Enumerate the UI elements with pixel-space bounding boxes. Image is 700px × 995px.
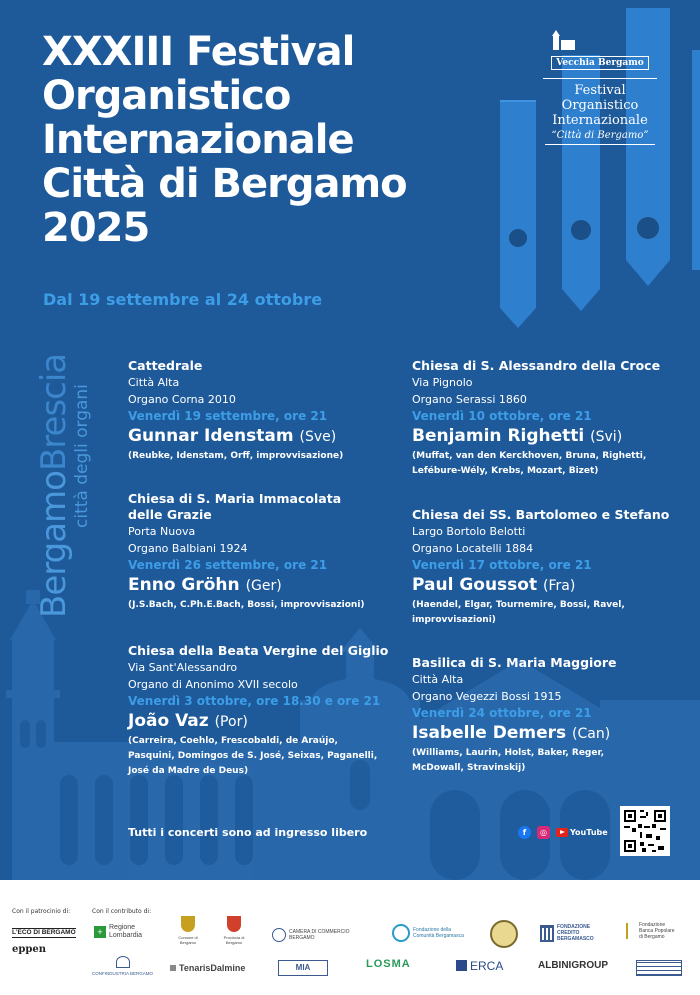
title-line: XXXIII Festival	[42, 29, 355, 75]
concert-place: Via Sant'Alessandro	[128, 661, 238, 674]
festival-dates: Dal 19 settembre al 24 ottobre	[43, 290, 323, 309]
contribution-label: Con il contributo di:	[92, 908, 152, 915]
title-line: Organistico	[42, 73, 291, 119]
concert-church: Chiesa dei SS. Bartolomeo e Stefano	[412, 507, 670, 522]
brand-subtitle: città degli organi	[72, 384, 92, 528]
sponsor-erca	[456, 960, 503, 971]
concert-date: Venerdì 26 settembre, ore 21	[128, 558, 328, 572]
misc-sponsor-icon	[636, 960, 682, 976]
title-line: Città di Bergamo	[42, 161, 407, 207]
logo-divider	[543, 78, 657, 79]
artist-name: Paul Goussot	[412, 575, 538, 595]
concert-church: delle Grazie	[128, 507, 212, 522]
title-year: 2025	[42, 205, 150, 251]
facebook-icon[interactable]: f	[518, 826, 531, 839]
sponsor-name: eppen	[12, 944, 46, 955]
logo-tag: Vecchia Bergamo	[551, 56, 649, 70]
concert-date: Venerdì 17 ottobre, ore 21	[412, 558, 592, 572]
concert-place: Porta Nuova	[128, 525, 196, 538]
concert-date: Venerdì 19 settembre, ore 21	[128, 409, 328, 423]
concert-program: Lefébure-Wély, Krebs, Mozart, Bizet)	[412, 466, 599, 476]
fondazione-comunita-icon	[392, 924, 410, 942]
concert-organ: Organo di Anonimo XVII secolo	[128, 678, 298, 691]
youtube-icon	[556, 828, 568, 837]
artist-name: Gunnar Idenstam	[128, 426, 294, 446]
sponsor-tenaris	[170, 964, 245, 972]
sponsor-fondazione-bpb	[626, 922, 675, 940]
concert-place: Largo Bortolo Belotti	[412, 525, 526, 538]
logo-text: Internazionale	[552, 113, 648, 128]
sponsor-name: CREDITO	[557, 930, 580, 936]
concert-place: Via Pignolo	[412, 376, 473, 389]
confindustria-icon	[116, 956, 130, 968]
sponsor-name: BERGAMASCO	[557, 936, 594, 942]
concert-entry	[412, 358, 660, 478]
artist-name: Enno Gröhn	[128, 575, 240, 595]
sponsor-losma	[366, 960, 411, 968]
brand-brescia: Brescia	[34, 353, 74, 472]
artist-nationality: (Ger)	[245, 578, 282, 594]
sponsor-regione-lombardia	[94, 924, 142, 940]
qr-code-image	[622, 808, 668, 854]
sponsor-fondazione-comunita	[392, 924, 464, 942]
concert-church: Basilica di S. Maria Maggiore	[412, 655, 617, 670]
logo-text: Festival Organistico	[561, 83, 639, 113]
sponsor-confindustria	[92, 956, 153, 976]
concert-artist	[128, 425, 343, 448]
sponsor-name: FONDAZIONE	[557, 924, 591, 930]
artist-name: Isabelle Demers	[412, 723, 567, 743]
bpb-icon	[626, 923, 636, 939]
concert-place: Città Alta	[128, 376, 180, 389]
sponsor-name: Comunità Bergamasca	[413, 933, 464, 939]
concert-program: José da Madre de Deus)	[128, 766, 249, 776]
festival-logo	[535, 30, 665, 145]
artist-nationality: (Svi)	[590, 429, 623, 445]
sponsor-misc	[636, 960, 682, 976]
sponsor-name: Fondazione della	[413, 927, 452, 933]
sponsor-name: Regione	[109, 924, 136, 931]
concert-date: Venerdì 3 ottobre, ore 18.30 e ore 21	[128, 694, 381, 708]
logo-text: “Città di Bergamo”	[551, 130, 649, 141]
artist-name: João Vaz	[128, 711, 209, 731]
sponsor-name: TenarisDalmine	[179, 963, 246, 973]
sponsor-name: Fondazione	[639, 922, 666, 928]
concert-entry	[128, 643, 388, 778]
youtube-link[interactable]	[556, 828, 608, 837]
province-crest-icon	[227, 916, 241, 932]
concert-program: (J.S.Bach, C.Ph.E.Bach, Bossi, improvvisazioni)	[128, 600, 365, 610]
logo-divider	[545, 144, 655, 145]
concert-entry	[128, 491, 365, 612]
artist-nationality: (Por)	[214, 714, 248, 730]
sponsor-name: Comune di Bergamo	[178, 935, 198, 945]
patronage-label: Con il patrocinio di:	[12, 908, 71, 915]
concert-program: (Reubke, Idenstam, Orff, improvvisazione)	[128, 451, 344, 461]
concert-organ: Organo Serassi 1860	[412, 393, 527, 406]
social-links	[518, 824, 608, 840]
concert-artist	[412, 574, 669, 597]
camera-commercio-icon	[272, 928, 286, 942]
sponsor-name: LOSMA	[366, 958, 411, 970]
concert-place: Città Alta	[412, 673, 464, 686]
city-crest-icon	[181, 916, 195, 932]
erca-icon	[456, 960, 467, 971]
concert-date: Venerdì 10 ottobre, ore 21	[412, 409, 592, 423]
concert-church: Chiesa della Beata Vergine del Giglio	[128, 643, 389, 658]
sponsor-provincia-bergamo	[216, 916, 252, 945]
concert-church: Chiesa di S. Maria Immacolata	[128, 491, 342, 506]
concert-program: Pasquini, Domingos de S. José, Seixas, Paganelli,	[128, 751, 378, 761]
artist-nationality: (Can)	[572, 726, 611, 742]
bank-building-icon	[540, 925, 554, 942]
concert-church: Chiesa di S. Alessandro della Croce	[412, 358, 661, 373]
qr-code[interactable]	[620, 806, 670, 856]
sponsor-name: Provincia di Bergamo	[223, 935, 245, 945]
seal-icon	[490, 920, 518, 948]
concert-church: Cattedrale	[128, 358, 203, 373]
artist-nationality: (Fra)	[543, 578, 576, 594]
title-line: Internazionale	[42, 117, 354, 163]
concert-entry	[412, 655, 617, 775]
sponsor-name: Banca Popolare	[639, 928, 675, 934]
sponsor-eco-di-bergamo	[12, 928, 76, 938]
concert-program: (Carreira, Coehlo, Frescobaldi, de Araújo,	[128, 736, 338, 746]
lombardia-icon: +	[94, 926, 106, 938]
sponsor-name: ERCA	[470, 958, 504, 973]
sponsor-name: di Bergamo	[639, 934, 665, 940]
sponsor-albini	[538, 962, 608, 970]
concert-organ: Organo Vegezzi Bossi 1915	[412, 690, 562, 703]
concert-entry	[128, 358, 343, 463]
free-entry-note: Tutti i concerti sono ad ingresso libero	[128, 826, 368, 839]
castle-icon	[549, 30, 579, 50]
sponsor-camera-commercio	[272, 928, 362, 942]
youtube-label: YouTube	[570, 827, 608, 837]
concert-artist	[412, 425, 660, 448]
sponsor-name: L'ECO DI BERGAMO	[12, 929, 76, 936]
concert-program: (Haendel, Elgar, Tournemire, Bossi, Ravel,	[412, 600, 625, 610]
bergamo-brescia-brand	[34, 353, 92, 618]
concert-program: improvvisazioni)	[412, 615, 496, 625]
brand-bergamo: Bergamo	[34, 471, 74, 618]
sponsor-comune-bergamo	[170, 916, 206, 945]
concert-organ: Organo Balbiani 1924	[128, 542, 248, 555]
sponsor-name: MIA	[295, 963, 311, 972]
concert-artist	[128, 710, 388, 733]
concert-organ: Organo Locatelli 1884	[412, 542, 534, 555]
sponsor-fondazione-credito-bergamasco	[540, 924, 594, 942]
festival-title	[42, 30, 482, 250]
artist-nationality: (Sve)	[299, 429, 337, 445]
concert-program: (Williams, Laurin, Holst, Baker, Reger,	[412, 748, 605, 758]
concert-entry	[412, 507, 669, 627]
sponsor-name: CAMERA DI COMMERCIO BERGAMO	[289, 929, 350, 941]
concert-date: Venerdì 24 ottobre, ore 21	[412, 706, 592, 720]
tenaris-icon	[170, 965, 176, 971]
sponsor-name: ALBINIGROUP	[538, 960, 608, 971]
sponsor-mia	[278, 960, 328, 976]
sponsor-eppen	[12, 946, 46, 954]
sponsor-name: CONFINDUSTRIA BERGAMO	[92, 971, 154, 976]
sponsor-name: Lombardia	[109, 932, 143, 939]
sponsor-seal	[490, 920, 518, 948]
concert-artist	[412, 722, 617, 745]
concert-artist	[128, 574, 365, 597]
artist-name: Benjamin Righetti	[412, 426, 585, 446]
concert-organ: Organo Corna 2010	[128, 393, 236, 406]
concert-program: (Muffat, van den Kerckhoven, Bruna, Righetti,	[412, 451, 647, 461]
sponsor-footer	[0, 880, 700, 995]
concert-program: McDowall, Stravinskij)	[412, 763, 526, 773]
instagram-icon[interactable]: ◎	[537, 826, 550, 839]
